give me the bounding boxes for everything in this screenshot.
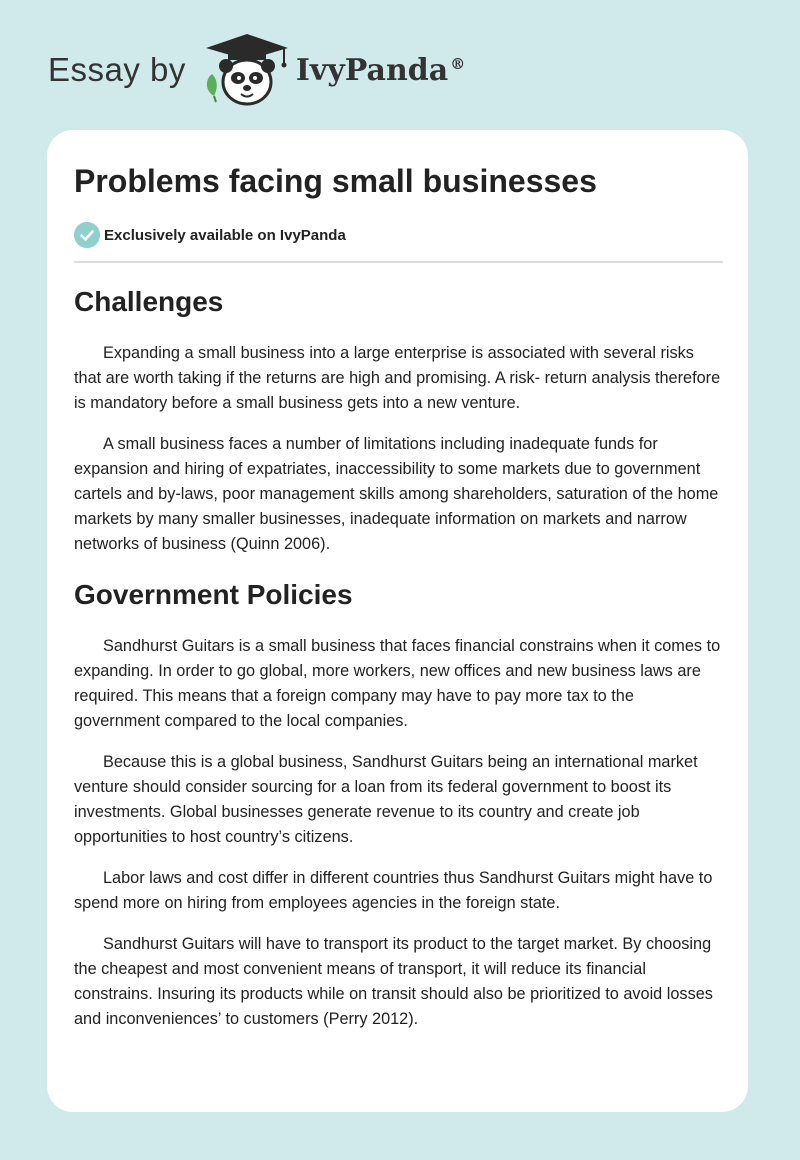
paragraph: Sandhurst Guitars will have to transport its product to the target market. By choosing the cheapest and most convenient means of transport, it will reduce its financial constrains. Insuring its products while on transit should also be prioritized to avoid losses and inconveniences’ to customers (Perry 2012). [74, 935, 713, 1028]
section-heading-challenges: Challenges [74, 286, 224, 317]
site-header [48, 30, 465, 110]
brand-name: IvyPanda ® [295, 52, 466, 88]
paragraph: Sandhurst Guitars is a small business that faces financial constrains when it comes to expanding. In order to go global, more workers, new offices and new business laws are required. This means that a foreign company may have to pay more tax to the government compared to the local companies. [74, 637, 721, 730]
essay-card [47, 130, 748, 1112]
panda-logo-icon [202, 30, 292, 110]
check-icon [74, 222, 100, 248]
essay-by-label: Essay by [48, 51, 186, 88]
availability-text: Exclusively available on IvyPanda [104, 226, 346, 244]
availability-badge [74, 222, 346, 248]
paragraph: A small business faces a number of limitations including inadequate funds for expansion and hiring of expatriates, inaccessibility to some markets due to government cartels and by-laws, poor management skills among shareholders, saturation of the home markets by many smaller businesses, inadequate information on markets and narrow networks of business (Quinn 2006). [74, 435, 719, 553]
paragraph: Labor laws and cost differ in different countries thus Sandhurst Guitars might have to spend more on hiring from employees agencies in the foreign state. [74, 869, 713, 912]
page-title: Problems facing small businesses [74, 163, 597, 199]
paragraph: Because this is a global business, Sandhurst Guitars being an international market venture should consider sourcing for a loan from its federal government to boost its investments. Global businesses generate revenue to its country and create job opportunities to host country’s citizens. [74, 753, 698, 846]
article-body [74, 280, 723, 1048]
divider [74, 261, 723, 263]
paragraph: Expanding a small business into a large enterprise is associated with several risks that are worth taking if the returns are high and promising. A risk- return analysis therefore is mandatory before a small business gets into a new venture. [74, 344, 721, 412]
section-heading-government-policies: Government Policies [74, 579, 353, 610]
